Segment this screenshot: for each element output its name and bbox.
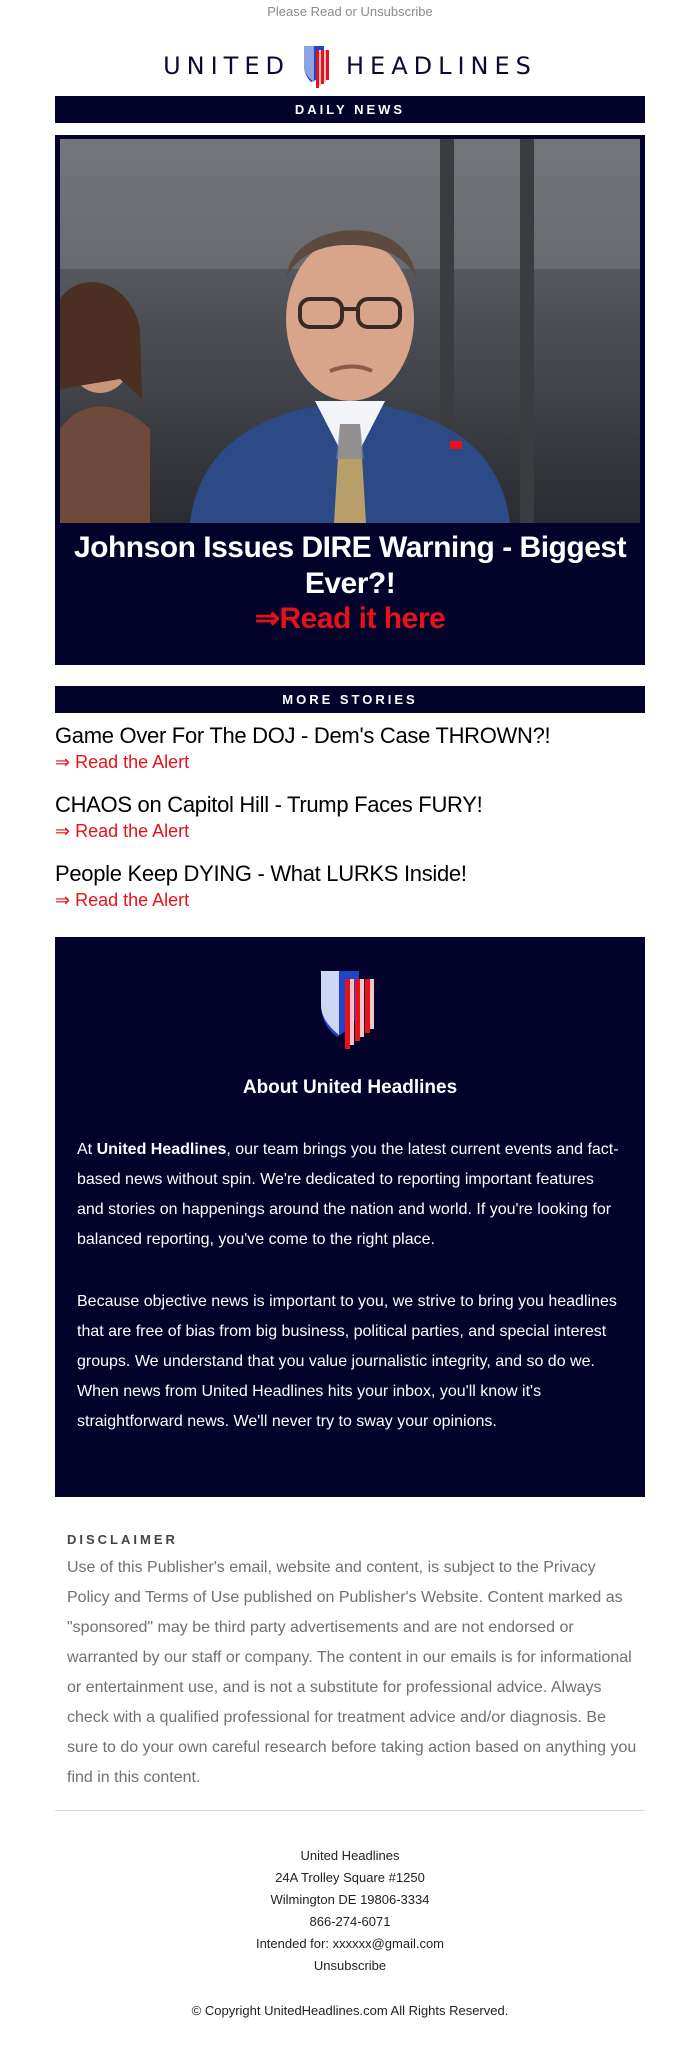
- disclaimer: [67, 1532, 637, 1793]
- logo-word-united: UNITED: [163, 52, 290, 80]
- hero-photo-illustration: [60, 139, 640, 523]
- shield-logo-icon: [317, 967, 383, 1051]
- footer-intended-for: Intended for: xxxxxx@gmail.com: [255, 1936, 445, 1951]
- footer-address-line-1: 24A Trolley Square #1250: [275, 1870, 425, 1885]
- please-read-link[interactable]: Please Read: [267, 4, 342, 19]
- shield-logo-icon: [298, 42, 338, 90]
- story-title[interactable]: People Keep DYING - What LURKS Inside!: [55, 861, 467, 886]
- about-p1-pre: At: [77, 1141, 97, 1158]
- footer-address-line-2: Wilmington DE 19806-3334: [270, 1892, 430, 1907]
- copyright: © Copyright UnitedHeadlines.com All Rights Reserved.: [191, 2003, 509, 2018]
- about-section: [55, 937, 645, 1497]
- preheader-or: or: [341, 4, 361, 19]
- about-p1-brand: United Headlines: [96, 1141, 227, 1158]
- footer-company: United Headlines: [300, 1848, 400, 1863]
- preheader-unsubscribe-link[interactable]: Unsubscribe: [360, 4, 433, 19]
- disclaimer-heading: DISCLAIMER: [67, 1532, 178, 1547]
- hero-photo[interactable]: [60, 139, 640, 523]
- about-paragraph-1: [77, 1135, 623, 1255]
- footer-unsubscribe-link[interactable]: Unsubscribe: [313, 1958, 387, 1973]
- story-item[interactable]: [55, 722, 645, 774]
- hero-story[interactable]: [55, 135, 645, 665]
- story-item[interactable]: [55, 860, 645, 912]
- hero-headline[interactable]: Johnson Issues DIRE Warning - Biggest Ever?!: [73, 531, 627, 600]
- story-title[interactable]: CHAOS on Capitol Hill - Trump Faces FURY!: [55, 792, 483, 817]
- logo-word-headlines: HEADLINES: [345, 52, 537, 80]
- about-paragraph-2: Because objective news is important to you, we strive to bring you headlines that are free of bias from big business, political parties, and special interest groups. We understand that you value journalistic integrity, and so do we. When news from United Headlines hits your inbox, you'll know it's straightforward news. We'll never try to sway your opinions.: [77, 1293, 617, 1430]
- footer: [0, 1845, 700, 1977]
- story-item[interactable]: [55, 791, 645, 843]
- story-read-link[interactable]: ⇒ Read the Alert: [55, 821, 190, 841]
- daily-news-band: DAILY NEWS: [55, 96, 645, 123]
- hero-read-link[interactable]: ⇒Read it here: [254, 602, 446, 635]
- divider: [55, 1810, 645, 1811]
- more-stories-band: MORE STORIES: [55, 686, 645, 713]
- about-p1-text: , our team brings you the latest current events and fact-based news without spin. We're dedicated to reporting important features and stories on happenings around the nation and world. If you're looking for balanced reporting, you've come to the right place.: [77, 1141, 619, 1248]
- brand-logo[interactable]: [0, 34, 700, 98]
- story-read-link[interactable]: ⇒ Read the Alert: [55, 752, 190, 772]
- disclaimer-text: Use of this Publisher's email, website and content, is subject to the Privacy Policy and Terms of Use published on Publisher's Website. Content marked as "sponsored" may be third party advertisements and are not endorsed or warranted by our staff or company. The content in our emails is for informational or entertainment use, and is not a substitute for professional advice. Always check with a qualified professional for treatment advice and/or diagnosis. Be sure to do your own careful research before taking action based on anything you find in this content.: [67, 1559, 637, 1786]
- about-title: About United Headlines: [242, 1077, 458, 1098]
- story-title[interactable]: Game Over For The DOJ - Dem's Case THROWN?!: [55, 723, 551, 748]
- preheader: [0, 0, 700, 20]
- footer-phone: 866-274-6071: [309, 1914, 391, 1929]
- story-read-link[interactable]: ⇒ Read the Alert: [55, 890, 190, 910]
